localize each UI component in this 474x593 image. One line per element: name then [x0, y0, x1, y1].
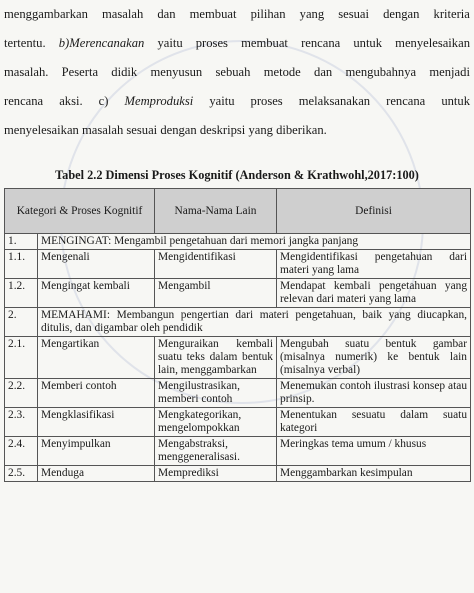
- cognitive-process-table: [4, 188, 471, 482]
- row-other-names: Memprediksi: [155, 466, 277, 482]
- paragraph-word: tertentu.: [4, 36, 46, 50]
- paragraph-word: rencana: [386, 94, 426, 108]
- table-header-row: [5, 189, 471, 234]
- table-section-row: [5, 308, 471, 337]
- paragraph-word: didik: [111, 65, 138, 79]
- section-title: MENGINGAT: Mengambil pengetahuan dari memori jangka panjang: [38, 234, 471, 250]
- paragraph-word: dengan: [383, 7, 420, 21]
- row-number: 2.1.: [5, 337, 38, 379]
- paragraph-word: menyelesaikan: [395, 36, 470, 50]
- paragraph-line: [4, 0, 470, 29]
- row-number: 2.2.: [5, 379, 38, 408]
- table-row: [5, 379, 471, 408]
- paragraph-word: Peserta: [61, 65, 99, 79]
- paragraph-word: yaitu: [157, 36, 183, 50]
- row-category: Mengenali: [38, 250, 155, 279]
- paragraph-word: membuat: [189, 7, 237, 21]
- paragraph-word: mengubahnya: [345, 65, 417, 79]
- row-number: 1.1.: [5, 250, 38, 279]
- header-definition: Definisi: [277, 189, 471, 234]
- section-title: MEMAHAMI: Membangun pengertian dari materi pengetahuan, baik yang diucapkan, ditulis, dan digambar oleh pendidik: [38, 308, 471, 337]
- paragraph-word: rencana: [301, 36, 341, 50]
- paragraph-word: kriteria: [433, 7, 470, 21]
- row-definition: Menggambarkan kesimpulan: [277, 466, 471, 482]
- paragraph-word: sebuah: [215, 65, 251, 79]
- paragraph-word: c): [98, 94, 109, 108]
- row-number: 2.4.: [5, 437, 38, 466]
- section-number: 1.: [5, 234, 38, 250]
- paragraph-line: [4, 116, 470, 145]
- row-definition: Mendapat kembali pengetahuan yang relevan dari materi yang lama: [277, 279, 471, 308]
- row-other-names: Mengilustrasikan, memberi contoh: [155, 379, 277, 408]
- row-number: 2.3.: [5, 408, 38, 437]
- paragraph-word: masalah: [102, 7, 144, 21]
- row-category: Memberi contoh: [38, 379, 155, 408]
- table-row: [5, 279, 471, 308]
- paragraph-word: untuk: [353, 36, 383, 50]
- row-definition: Mengidentifikasi pengetahuan dari materi yang lama: [277, 250, 471, 279]
- paragraph-word: menggambarkan: [4, 7, 88, 21]
- paragraph-word: rencana: [4, 94, 44, 108]
- row-other-names: Mengambil: [155, 279, 277, 308]
- paragraph-word: membuat: [241, 36, 288, 50]
- table-row: [5, 337, 471, 379]
- paragraph-line: [4, 87, 470, 116]
- row-number: 2.5.: [5, 466, 38, 482]
- row-other-names: Mengidentifikasi: [155, 250, 277, 279]
- row-category: Mengartikan: [38, 337, 155, 379]
- paragraph-line: [4, 58, 470, 87]
- paragraph-word: untuk: [441, 94, 470, 108]
- table-section-row: [5, 234, 471, 250]
- paragraph-word: yang: [299, 7, 325, 21]
- paragraph-word: menyelesaikan masalah sesuai dengan deskripsi yang diberikan.: [4, 123, 327, 137]
- row-definition: Menemukan contoh ilustrasi konsep atau prinsip.: [277, 379, 471, 408]
- paragraph-word: menjadi: [429, 65, 470, 79]
- row-definition: Mengubah suatu bentuk gambar (misalnya numerik) ke bentuk lain (misalnya verbal): [277, 337, 471, 379]
- row-other-names: Menguraikan kembali suatu teks dalam bentuk lain, menggambarkan: [155, 337, 277, 379]
- paragraph-word: b)Merencanakan: [58, 36, 145, 50]
- row-other-names: Mengkategorikan, mengelompokkan: [155, 408, 277, 437]
- paragraph-word: yaitu: [209, 94, 235, 108]
- row-other-names: Mengabstraksi, menggeneralisasi.: [155, 437, 277, 466]
- body-paragraph: [4, 0, 470, 145]
- header-other-names: Nama-Nama Lain: [155, 189, 277, 234]
- row-number: 1.2.: [5, 279, 38, 308]
- paragraph-word: melaksanakan: [298, 94, 371, 108]
- paragraph-word: masalah.: [4, 65, 49, 79]
- row-category: Menduga: [38, 466, 155, 482]
- paragraph-word: dan: [157, 7, 176, 21]
- row-category: Menyimpulkan: [38, 437, 155, 466]
- paragraph-word: aksi.: [59, 94, 83, 108]
- paragraph-line: [4, 29, 470, 58]
- row-definition: Menentukan sesuatu dalam suatu kategori: [277, 408, 471, 437]
- paragraph-word: pilihan: [250, 7, 286, 21]
- paragraph-word: menyusun: [150, 65, 203, 79]
- paragraph-word: Memproduksi: [124, 94, 194, 108]
- paragraph-word: sesuai: [338, 7, 369, 21]
- paragraph-word: dan: [314, 65, 333, 79]
- paragraph-word: proses: [250, 94, 283, 108]
- header-category: Kategori & Proses Kognitif: [5, 189, 155, 234]
- table-row: [5, 408, 471, 437]
- table-row: [5, 250, 471, 279]
- row-category: Mengklasifikasi: [38, 408, 155, 437]
- table-caption: Tabel 2.2 Dimensi Proses Kognitif (Anderson & Krathwohl,2017:100): [55, 168, 419, 182]
- row-category: Mengingat kembali: [38, 279, 155, 308]
- row-definition: Meringkas tema umum / khusus: [277, 437, 471, 466]
- section-number: 2.: [5, 308, 38, 337]
- paragraph-word: proses: [195, 36, 228, 50]
- table-row: [5, 466, 471, 482]
- paragraph-word: metode: [263, 65, 301, 79]
- table-row: [5, 437, 471, 466]
